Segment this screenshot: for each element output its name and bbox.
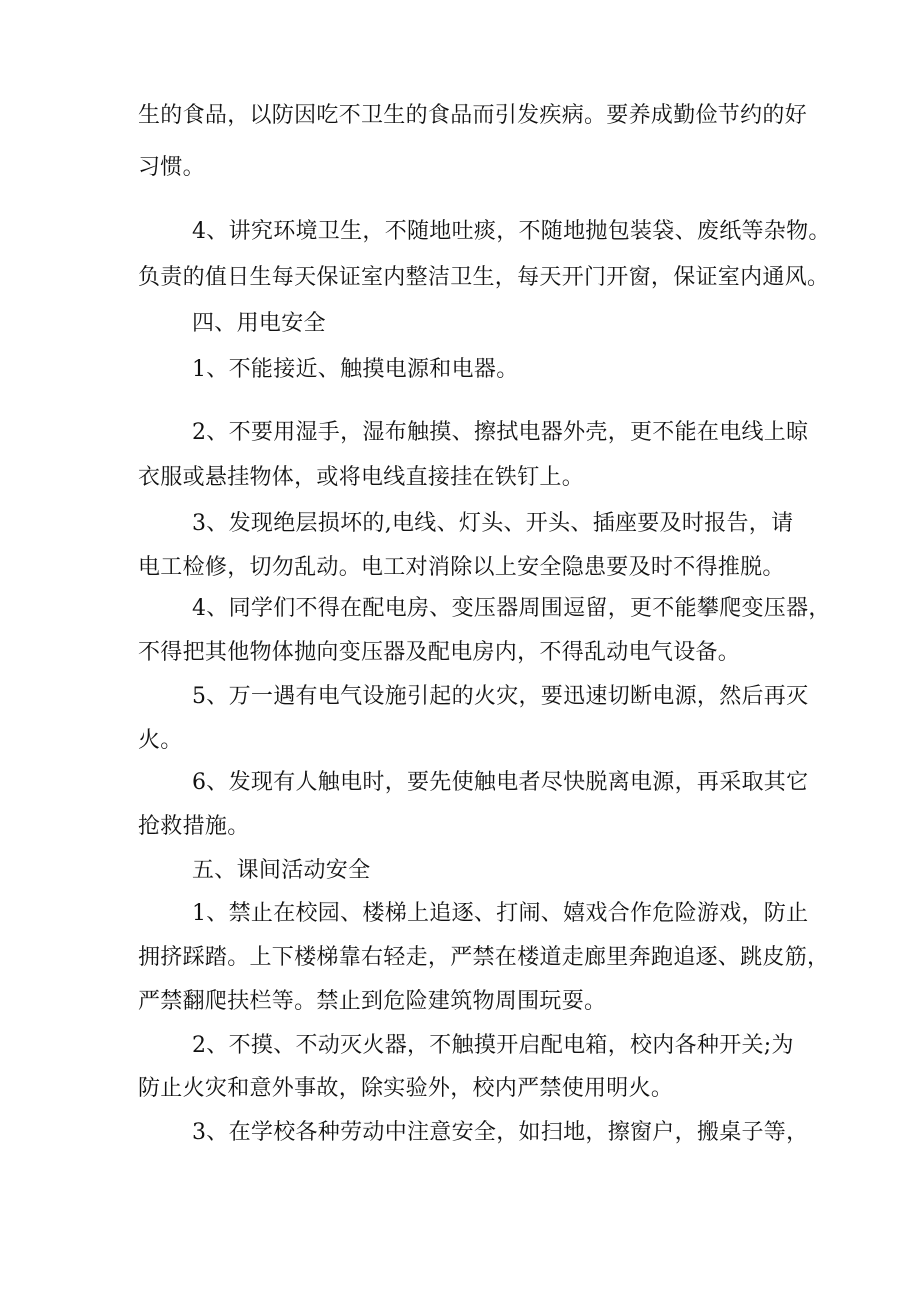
text-line: 1、禁止在校园、楼梯上追逐、打闹、嬉戏合作危险游戏，防止: [192, 901, 809, 926]
text-line: 5、万一遇有电气设施引起的火灾，要迅速切断电源，然后再灭: [192, 684, 809, 709]
text-line: 2、不要用湿手，湿布触摸、擦拭电器外壳，更不能在电线上晾: [192, 420, 809, 445]
text-line: 6、发现有人触电时，要先使触电者尽快脱离电源，再采取其它: [192, 770, 809, 795]
text-line: 负责的值日生每天保证室内整洁卫生，每天开门开窗，保证室内通风。: [138, 265, 830, 290]
text-line: 生的食品，以防因吃不卫生的食品而引发疾病。要养成勤俭节约的好: [138, 103, 808, 128]
section-heading: 四、用电安全: [192, 311, 326, 336]
text-line: 2、不摸、不动灭火器，不触摸开启配电箱，校内各种开关;为: [192, 1033, 794, 1058]
text-line: 严禁翻爬扶栏等。禁止到危险建筑物周围玩耍。: [138, 989, 607, 1014]
text-line: 4、讲究环境卫生，不随地吐痰，不随地抛包装袋、废纸等杂物。: [192, 219, 831, 244]
text-line: 抢救措施。: [138, 814, 250, 839]
text-line: 不得把其他物体抛向变压器及配电房内，不得乱动电气设备。: [138, 640, 741, 665]
text-line: 1、不能接近、触摸电源和电器。: [192, 357, 519, 382]
text-line: 火。: [138, 728, 183, 753]
text-line: 习惯。: [138, 155, 205, 180]
text-line: 防止火灾和意外事故，除实验外，校内严禁使用明火。: [138, 1076, 674, 1101]
text-line: 衣服或悬挂物体，或将电线直接挂在铁钉上。: [138, 465, 585, 490]
text-line: 电工检修，切勿乱动。电工对消除以上安全隐患要及时不得推脱。: [138, 555, 785, 580]
text-line: 拥挤踩踏。上下楼梯靠右轻走，严禁在楼道走廊里奔跑追逐、跳皮筋，: [138, 945, 830, 970]
text-line: 3、发现绝层损坏的,电线、灯头、开头、插座要及时报告，请: [192, 511, 794, 536]
section-heading: 五、课间活动安全: [192, 858, 371, 883]
text-line: 4、同学们不得在配电房、变压器周围逗留，更不能攀爬变压器，: [192, 596, 831, 621]
text-line: 3、在学校各种劳动中注意安全，如扫地，擦窗户，搬桌子等，: [192, 1120, 809, 1145]
